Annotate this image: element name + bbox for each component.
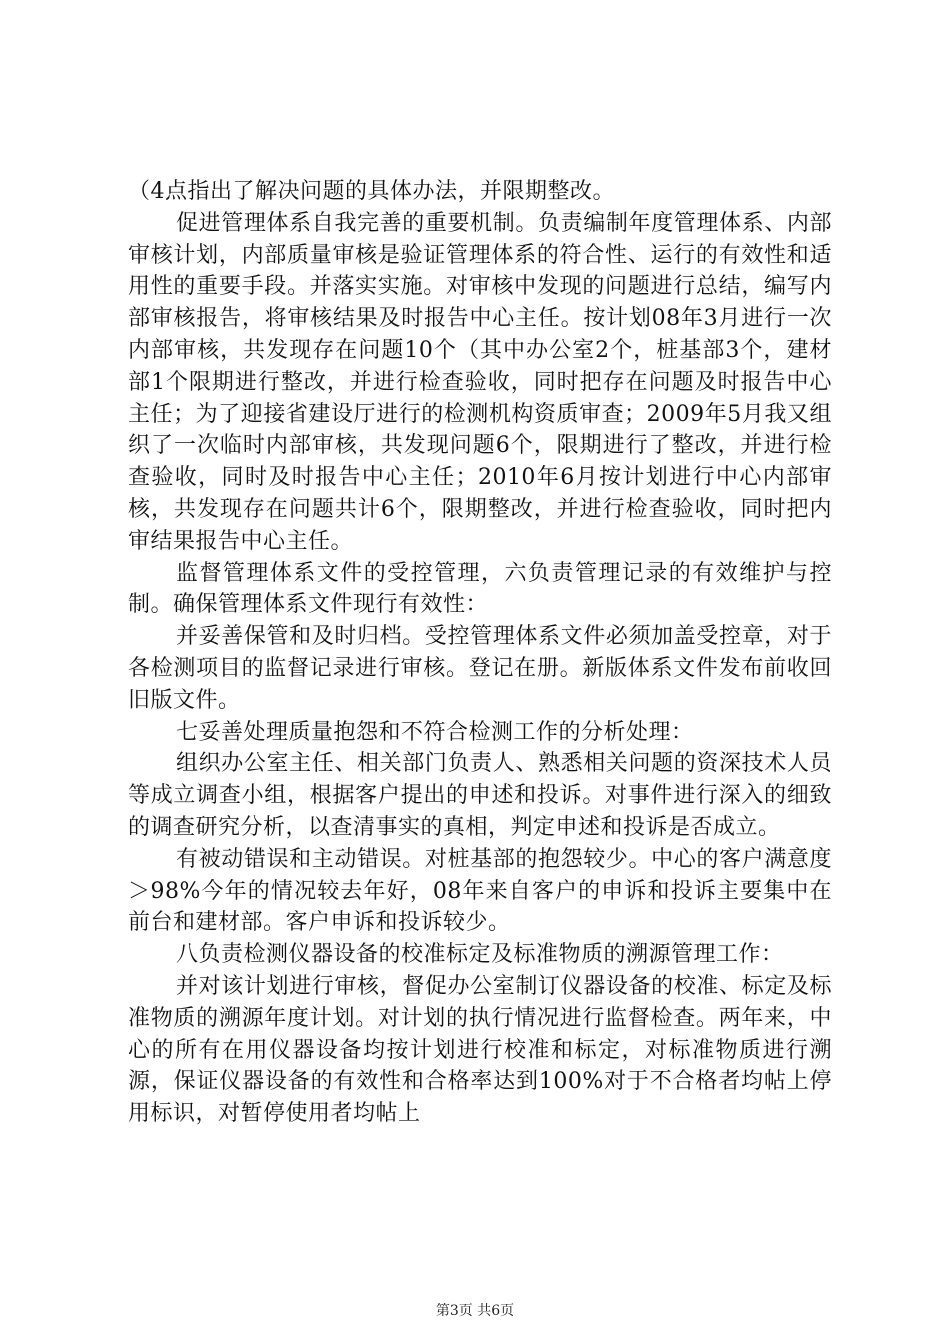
- document-body: [128, 176, 832, 1130]
- paragraph-6: 组织办公室主任、相关部门负责人、熟悉相关问题的资深技术人员等成立调查小组，根据客户提出的申述和投诉。对事件进行深入的细致的调查研究分析，以查清事实的真相，判定申述和投诉是否成立。: [128, 751, 832, 840]
- paragraph-9: 并对该计划进行审核，督促办公室制订仪器设备的校准、标定及标准物质的溯源年度计划。对计划的执行情况进行监督检查。两年来，中心的所有在用仪器设备均按计划进行校准和标定，对标准物质进行溯源，保证仪器设备的有效性和合格率达到100%对于不合格者均帖上停用标识，对暂停使用者均帖上: [128, 973, 832, 1127]
- paragraph-1: （4点指出了解决问题的具体办法，并限期整改。: [128, 179, 615, 204]
- paragraph-2: 促进管理体系自我完善的重要机制。负责编制年度管理体系、内部审核计划，内部质量审核是验证管理体系的符合性、运行的有效性和适用性的重要手段。并落实实施。对审核中发现的问题进行总结，编写内部审核报告，将审核结果及时报告中心主任。按计划08年3月进行一次内部审核，共发现存在问题10个（其中办公室2个，桩基部3个，建材部1个限期进行整改，并进行检查验收，同时把存在问题及时报告中心主任；为了迎接省建设厅进行的检测机构资质审查；2009年5月我又组织了一次临时内部审核，共发现问题6个，限期进行了整改，并进行检查验收，同时及时报告中心主任；2010年6月按计划进行中心内部审核，共发现存在问题共计6个，限期整改，并进行检查验收，同时把内审结果报告中心主任。: [128, 210, 832, 554]
- page-footer: [0, 1300, 950, 1320]
- paragraph-7: 有被动错误和主动错误。对桩基部的抱怨较少。中心的客户满意度＞98%今年的情况较去年好，08年来自客户的申诉和投诉主要集中在前台和建材部。客户申诉和投诉较少。: [128, 846, 832, 936]
- paragraph-4: 并妥善保管和及时归档。受控管理体系文件必须加盖受控章，对于各检测项目的监督记录进行审核。登记在册。新版体系文件发布前收回旧版文件。: [128, 624, 832, 713]
- paragraph-5: 七妥善处理质量抱怨和不符合检测工作的分析处理：: [176, 719, 694, 745]
- page-number-label: 第3页 共6页: [435, 1303, 515, 1319]
- paragraph-3: 监督管理体系文件的受控管理，六负责管理记录的有效维护与控制。确保管理体系文件现行有效性：: [128, 560, 832, 618]
- paragraph-8: 八负责检测仪器设备的校准标定及标准物质的溯源管理工作：: [176, 942, 784, 968]
